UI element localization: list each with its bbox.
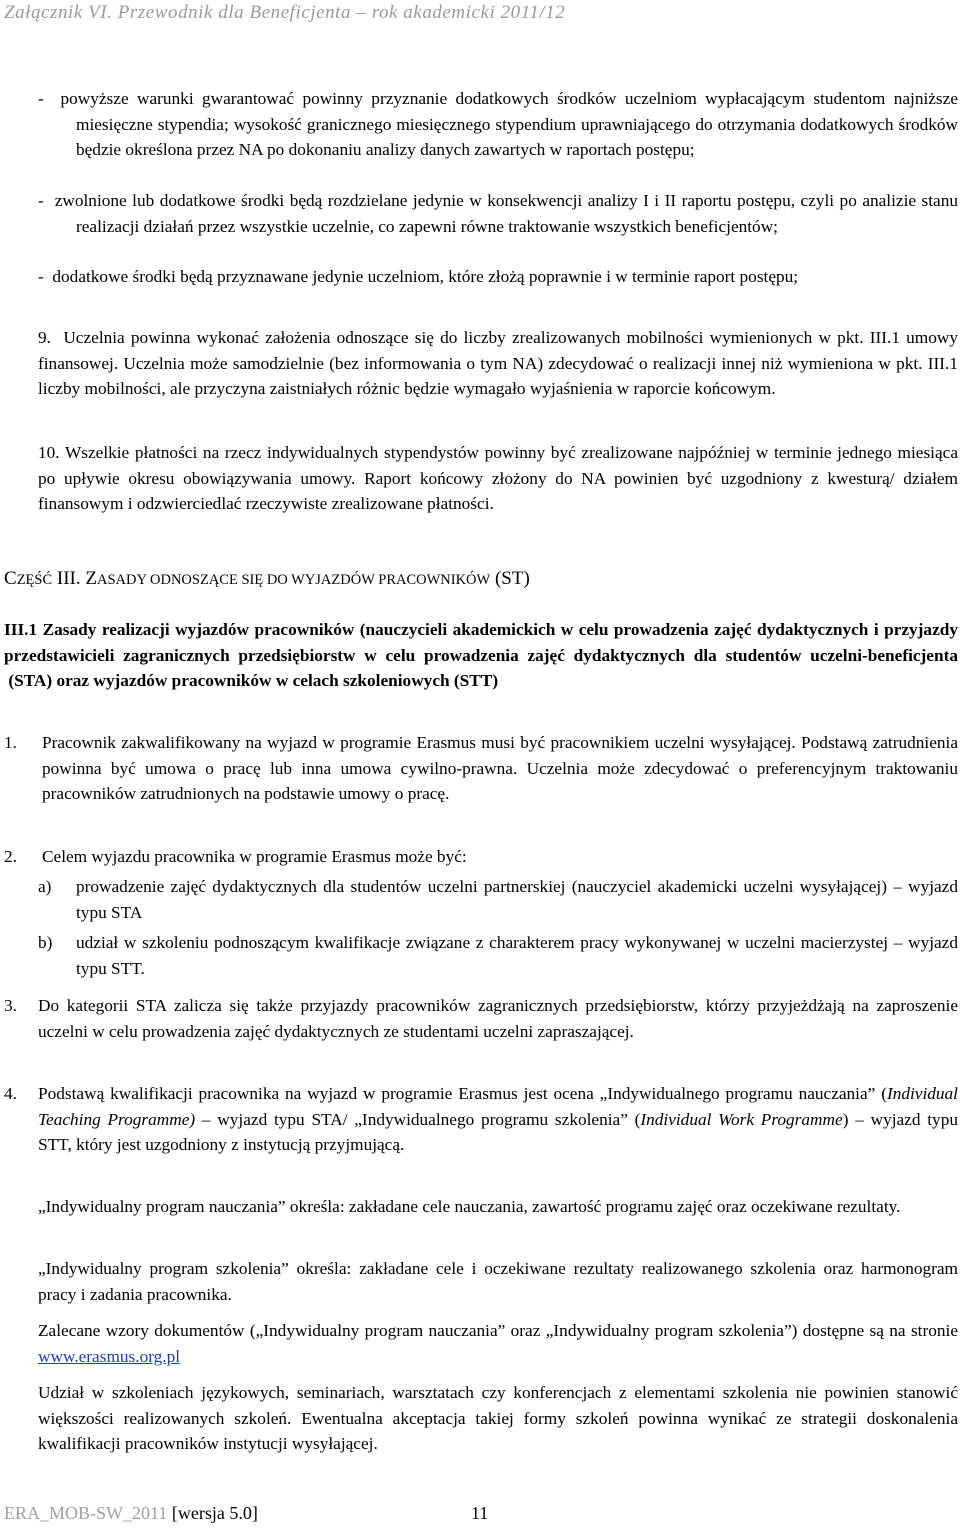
subitem-b-label: b) (38, 933, 53, 952)
item-9: 9. Uczelnia powinna wykonać założenia odnoszące się do liczby zrealizowanych mobilności wymienionych w pkt. III.1 umowy finansowej. Uczelnia może samodzielnie (bez informowania o tym NA) zdecydować o realizacji innej niż wymieniona w pkt. III.1 liczby mobilności, ale przyczyna zaistniałych różnic będzie wymagało wyjaśnienia w raporcie końcowym. (38, 328, 958, 399)
subitem-a-label: a) (38, 877, 52, 896)
bullet-top-1: - powyższe warunki gwarantować powinny przyznanie dodatkowych środków uczelniom wypłacającym studentom najniższe miesięczne stypendia; wysokość granicznego miesięcznego stypendium uprawniającego do otrzymania dodatkowych środków będzie określona przez NA po dokonaniu analizy danych zawartych w raportach postępu; (38, 89, 958, 160)
item-10: 10. Wszelkie płatności na rzecz indywidualnych stypendystów powinny być zrealizowane najpóźniej w terminie jednego miesiąca po upływie okresu obowiązywania umowy. Raport końcowy złożony do NA powinien być uzgodniony z kwesturą/ działem finansowym i odzwierciedlać rzeczywiste zrealizowane płatności. (38, 443, 958, 514)
subitem-a-text: prowadzenie zajęć dydaktycznych dla studentów uczelni partnerskiej (nauczyciel akademicki uczelni wysyłającej) – wyjazd typu STA (76, 877, 958, 922)
footer-code: ERA_MOB-SW_2011 (4, 1503, 168, 1523)
item-4-text-1: Podstawą kwalifikacji pracownika na wyjazd w programie Erasmus jest ocena „Indywidualnego programu nauczania” ( (38, 1084, 887, 1103)
item-4-italic-2: Individual Work Programme (640, 1109, 843, 1129)
para-work-programme: „Indywidualny program szkolenia” określa: zakładane cele i oczekiwane rezultaty realizowanego szkolenia oraz harmonogram pracy i zadania pracownika. (38, 1259, 958, 1304)
para-documents (38, 1318, 958, 1369)
page-number: 11 (471, 1503, 489, 1523)
part-heading-r1: ZĘŚĆ (16, 572, 53, 588)
item-2 (4, 844, 958, 870)
bullet-top-2: - zwolnione lub dodatkowe środki będą rozdzielane jedynie w konsekwencji analizy I i II raportu postępu, czyli po analizie stanu realizacji działań przez wszystkie uczelnie, co zapewni równe traktowanie wszystkich beneficjentów; (38, 191, 958, 236)
item-4-text-2: – wyjazd typu STA/ „Indywidualnego programu szkolenia” ( (195, 1109, 641, 1129)
part-heading-roman: III. (52, 568, 86, 589)
item-3-text: Do kategorii STA zalicza się także przyjazdy pracowników zagranicznych przedsiębiorstw, którzy przyjeżdżają na zaproszenie uczelni w celu prowadzenia zajęć dydaktycznych ze studentami uczelni zapraszającej. (38, 996, 958, 1041)
item-4-italic-1: Individual Teaching Programme) (38, 1084, 958, 1129)
page-footer (4, 1503, 489, 1524)
item-1-text: Pracownik zakwalifikowany na wyjazd w programie Erasmus musi być pracownikiem uczelni wysyłającej. Podstawą zatrudnienia powinna być umowa o pracę lub inna umowa cywilno-prawna. Uczelnia może zdecydować o preferencyjnym traktowaniu pracowników zatrudnionych na podstawie umowy o pracę. (42, 733, 958, 804)
para-teaching-programme: „Indywidualny program nauczania” określa: zakładane cele nauczania, zawartość programu zajęć oraz oczekiwane rezultaty. (38, 1197, 901, 1216)
item-3 (4, 993, 958, 1044)
part-heading-c1: C (4, 568, 17, 589)
part-heading-c2: Z (85, 568, 97, 589)
part-heading-r2: ASADY ODNOSZĄCE SIĘ DO WYJAZDÓW PRACOWNIKÓW (96, 572, 491, 588)
item-4-label: 4. (4, 1084, 17, 1103)
item-2-label: 2. (4, 847, 17, 866)
item-4-text-3: ) – wyjazd typu STT, który jest uzgodniony z instytucją przyjmującą. (38, 1109, 958, 1155)
subitem-b (38, 930, 958, 981)
item-4 (4, 1081, 958, 1158)
subitem-b-text: udział w szkoleniu podnoszącym kwalifikacje związane z charakterem pracy wykonywanej w uczelni macierzystej – wyjazd typu STT. (76, 933, 958, 978)
item-1-label: 1. (4, 733, 17, 752)
item-1 (4, 730, 958, 807)
item-3-label: 3. (4, 996, 17, 1015)
para-training-forms: Udział w szkoleniach językowych, seminariach, warsztatach czy konferencjach z elementami szkolenia nie powinien stanowić większości realizowanych szkoleń. Ewentualna akceptacja takiej formy szkoleń powinna wynikać ze strategii doskonalenia kwalifikacji pracowników instytucji wysyłającej. (38, 1383, 958, 1454)
erasmus-link[interactable]: www.erasmus.org.pl (38, 1346, 181, 1366)
subitem-a (38, 874, 958, 925)
bullet-top-3: - dodatkowe środki będą przyznawane jedynie uczelniom, które złożą poprawnie i w terminie raport postępu; (38, 267, 799, 286)
part-heading-st: (ST) (490, 568, 530, 589)
item-2-text: Celem wyjazdu pracownika w programie Erasmus może być: (42, 847, 467, 866)
para-documents-text: Zalecane wzory dokumentów („Indywidualny program nauczania” oraz „Indywidualny program szkolenia”) dostępne są na stronie (38, 1321, 958, 1340)
section-title: III.1 Zasady realizacji wyjazdów pracowników (nauczycieli akademickich w celu prowadzenia zajęć dydaktycznych i przyjazdy przedstawicieli zagranicznych przedsiębiorstw w celu prowadzenia zajęć dydaktycznych dla studentów uczelni-beneficjenta (STA) oraz wyjazdów pracowników w celach szkoleniowych (STT) (4, 620, 958, 691)
running-header: Załącznik VI. Przewodnik dla Beneficjenta – rok akademicki 2011/12 (4, 2, 566, 23)
footer-version: [wersja 5.0] (167, 1503, 258, 1523)
part-heading (4, 566, 530, 594)
